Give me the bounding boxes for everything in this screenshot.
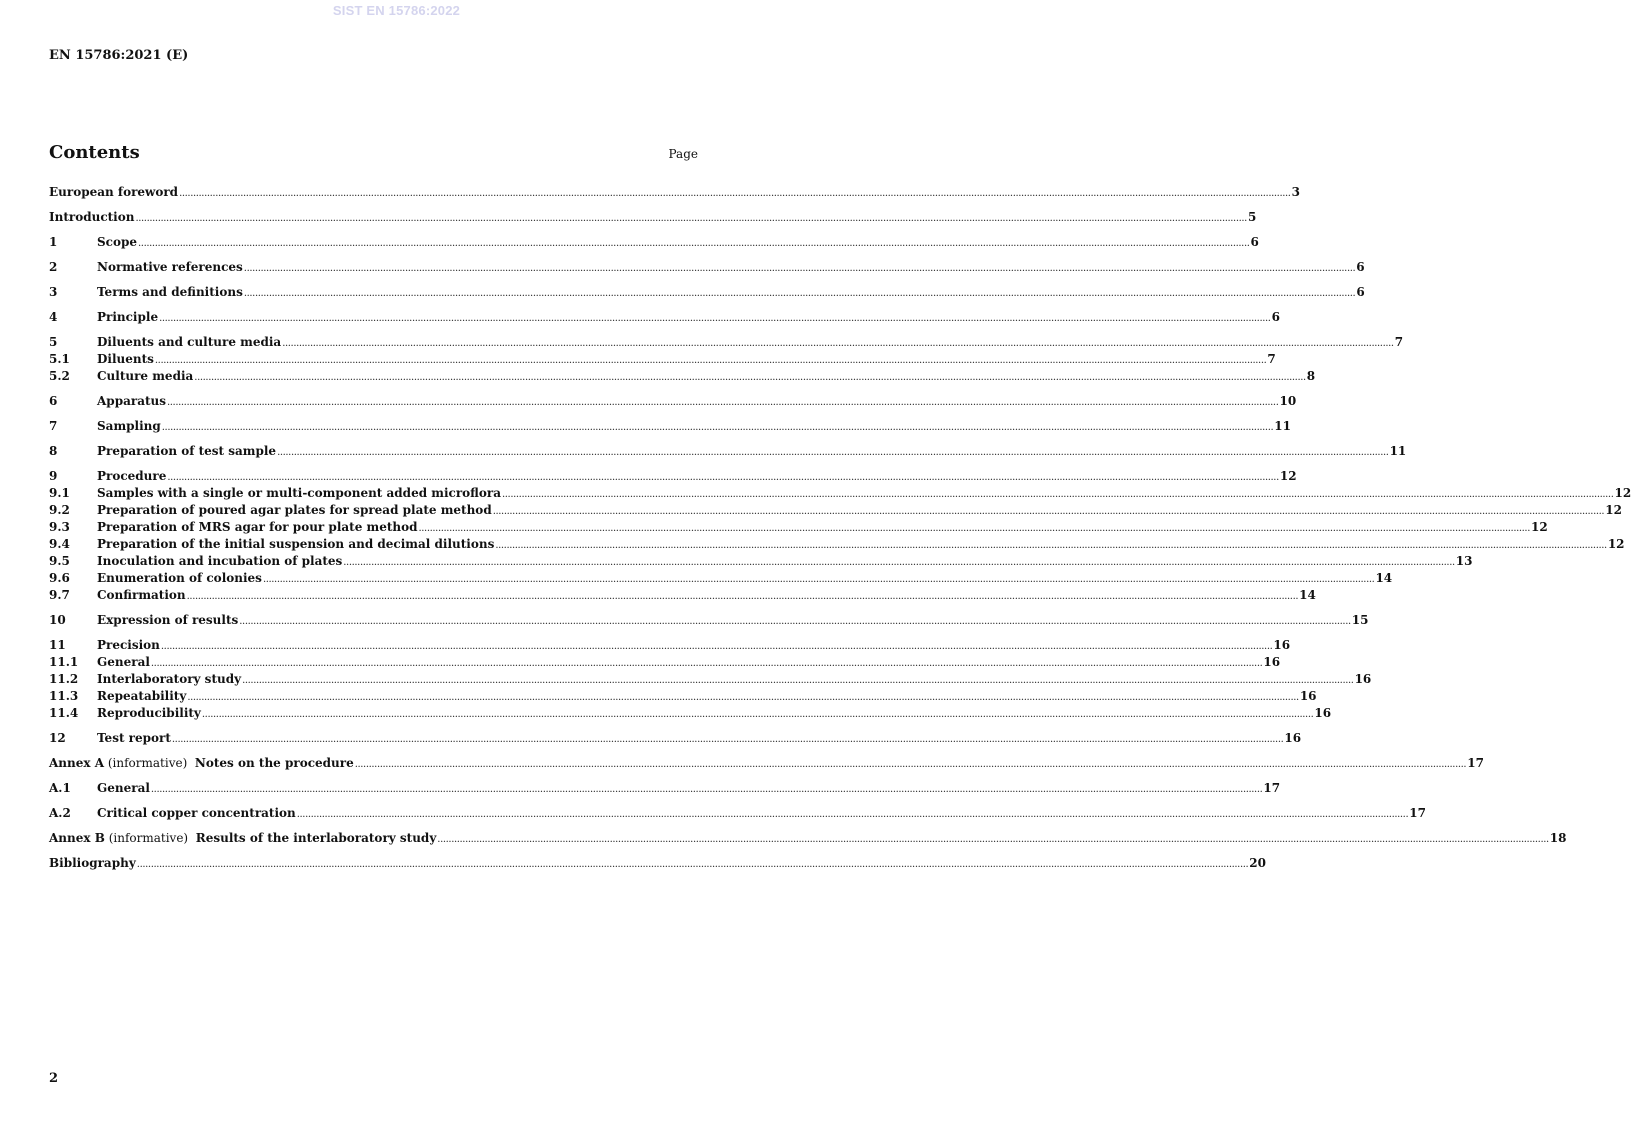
- toc-leader-dots: ................................................................................................................................................................................................................................................................................................................................................................................................................: [242, 675, 1354, 686]
- toc-leader-dots: ................................................................................................................................................................................................................................................................................................................................................................................................................: [194, 372, 1306, 383]
- toc-leader-dots: ................................................................................................................................................................................................................................................................................................................................................................................................................: [262, 574, 1375, 585]
- toc-entry-page: 15: [1351, 613, 1369, 627]
- toc-entry-title: Notes on the procedure: [194, 756, 354, 770]
- toc-leader-dots: ................................................................................................................................................................................................................................................................................................................................................................................................................: [495, 540, 1607, 551]
- toc-entry[interactable]: [49, 855, 1266, 872]
- toc-entry-number: 11.4: [49, 706, 79, 720]
- toc-entry[interactable]: [49, 209, 1257, 226]
- toc-entry-page: 11: [1274, 419, 1291, 433]
- toc-entry-annex-type: (informative): [104, 831, 196, 845]
- toc-leader-dots: ................................................................................................................................................................................................................................................................................................................................................................................................................: [179, 188, 1291, 199]
- toc-entry[interactable]: [49, 234, 1259, 251]
- toc-leader-dots: ................................................................................................................................................................................................................................................................................................................................................................................................................: [201, 709, 1314, 720]
- toc-entry[interactable]: [49, 536, 1625, 553]
- table-of-contents: [49, 184, 1631, 872]
- toc-entry[interactable]: [49, 570, 1393, 587]
- toc-entry-number: 11.1: [49, 655, 79, 669]
- toc-entry-page: 6: [1356, 285, 1365, 299]
- document-identifier: EN 15786:2021 (E): [49, 48, 189, 63]
- toc-entry-title: Confirmation: [97, 588, 186, 602]
- toc-leader-dots: ................................................................................................................................................................................................................................................................................................................................................................................................................: [150, 658, 1263, 669]
- toc-entry[interactable]: [49, 502, 1622, 519]
- toc-entry[interactable]: [49, 755, 1484, 772]
- toc-entry[interactable]: [49, 730, 1302, 747]
- toc-entry-title: Diluents: [97, 352, 154, 366]
- toc-entry-title: Inoculation and incubation of plates: [97, 554, 343, 568]
- toc-entry[interactable]: [49, 468, 1297, 485]
- toc-entry[interactable]: [49, 485, 1631, 502]
- toc-leader-dots: ................................................................................................................................................................................................................................................................................................................................................................................................................: [282, 338, 1394, 349]
- toc-entry-page: 12: [1607, 537, 1625, 551]
- toc-entry-page: 16: [1273, 638, 1291, 652]
- toc-entry-number: 5.1: [49, 352, 70, 366]
- toc-entry-page: 8: [1306, 369, 1316, 383]
- toc-entry-number: 8: [49, 444, 58, 458]
- toc-entry[interactable]: [49, 780, 1281, 797]
- toc-entry[interactable]: [49, 553, 1473, 570]
- toc-leader-dots: ................................................................................................................................................................................................................................................................................................................................................................................................................: [277, 447, 1389, 458]
- toc-entry-title: Interlaboratory study: [97, 672, 242, 686]
- toc-entry-number: 2: [49, 260, 58, 274]
- toc-entry-title: Preparation of the initial suspension and decimal dilutions: [97, 537, 495, 551]
- toc-entry-page: 13: [1455, 554, 1473, 568]
- toc-leader-dots: ................................................................................................................................................................................................................................................................................................................................................................................................................: [418, 523, 1530, 534]
- toc-entry[interactable]: [49, 654, 1281, 671]
- toc-entry-page: 11: [1389, 444, 1407, 458]
- toc-entry-title: Apparatus: [97, 394, 166, 408]
- toc-entry-number: 11.3: [49, 689, 79, 703]
- toc-leader-dots: ................................................................................................................................................................................................................................................................................................................................................................................................................: [186, 591, 1299, 602]
- toc-entry-page: 6: [1356, 260, 1365, 274]
- toc-entry-title: Samples with a single or multi-component added microflora: [97, 486, 501, 500]
- footer-page-number: 2: [49, 1071, 59, 1086]
- toc-entry-number: 11.2: [49, 672, 79, 686]
- toc-entry[interactable]: [49, 587, 1316, 604]
- toc-entry-title: Normative references: [97, 260, 243, 274]
- toc-leader-dots: ................................................................................................................................................................................................................................................................................................................................................................................................................: [160, 641, 1273, 652]
- toc-entry[interactable]: [49, 688, 1317, 705]
- toc-entry-page: 16: [1314, 706, 1332, 720]
- toc-entry-number: 11: [49, 638, 66, 652]
- toc-entry-page: 12: [1605, 503, 1622, 517]
- toc-leader-dots: ................................................................................................................................................................................................................................................................................................................................................................................................................: [187, 692, 1299, 703]
- toc-entry-lead: Annex A: [49, 756, 105, 770]
- toc-entry-number: 5: [49, 335, 58, 349]
- toc-entry-title: General: [97, 655, 150, 669]
- toc-entry-page: 6: [1271, 310, 1280, 324]
- toc-entry[interactable]: [49, 418, 1291, 435]
- toc-leader-dots: ................................................................................................................................................................................................................................................................................................................................................................................................................: [243, 263, 1356, 274]
- toc-entry[interactable]: [49, 637, 1291, 654]
- toc-entry-number: 9.2: [49, 503, 70, 517]
- page-column-heading: Page: [668, 147, 698, 161]
- toc-entry[interactable]: [49, 705, 1332, 722]
- toc-leader-dots: ................................................................................................................................................................................................................................................................................................................................................................................................................: [492, 506, 1605, 517]
- toc-leader-dots: ................................................................................................................................................................................................................................................................................................................................................................................................................: [136, 859, 1249, 870]
- toc-entry-page: 10: [1279, 394, 1297, 408]
- toc-entry-page: 16: [1299, 689, 1317, 703]
- toc-entry-number: 10: [49, 613, 66, 627]
- toc-entry-number: 9.3: [49, 520, 70, 534]
- toc-leader-dots: ................................................................................................................................................................................................................................................................................................................................................................................................................: [138, 238, 1250, 249]
- toc-leader-dots: ................................................................................................................................................................................................................................................................................................................................................................................................................: [161, 422, 1274, 433]
- toc-entry[interactable]: [49, 612, 1369, 629]
- toc-entry-title: Scope: [97, 235, 138, 249]
- toc-entry-page: 17: [1409, 806, 1426, 820]
- toc-entry-page: 14: [1299, 588, 1316, 602]
- toc-entry-title: Precision: [97, 638, 160, 652]
- contents-heading: Contents: [49, 142, 140, 163]
- toc-leader-dots: ................................................................................................................................................................................................................................................................................................................................................................................................................: [159, 313, 1271, 324]
- toc-entry-title: Diluents and culture media: [97, 335, 282, 349]
- watermark: SIST EN 15786:2022: [332, 3, 461, 18]
- toc-entry-annex-type: (informative): [104, 756, 195, 770]
- toc-entry-page: 17: [1263, 781, 1281, 795]
- toc-entry-page: 16: [1354, 672, 1372, 686]
- toc-entry[interactable]: [49, 351, 1276, 368]
- toc-leader-dots: ................................................................................................................................................................................................................................................................................................................................................................................................................: [354, 759, 1467, 770]
- toc-entry-number: 9.5: [49, 554, 70, 568]
- toc-entry[interactable]: [49, 830, 1567, 847]
- toc-entry[interactable]: [49, 284, 1365, 301]
- toc-entry-title: Enumeration of colonies: [97, 571, 262, 585]
- toc-entry-page: 20: [1249, 856, 1266, 870]
- toc-entry[interactable]: [49, 393, 1297, 410]
- toc-leader-dots: ................................................................................................................................................................................................................................................................................................................................................................................................................: [239, 616, 1351, 627]
- toc-leader-dots: ................................................................................................................................................................................................................................................................................................................................................................................................................: [135, 213, 1247, 224]
- toc-entry-page: 12: [1614, 486, 1631, 500]
- toc-leader-dots: ................................................................................................................................................................................................................................................................................................................................................................................................................: [343, 557, 1455, 568]
- toc-entry-page: 14: [1375, 571, 1393, 585]
- toc-entry-page: 6: [1250, 235, 1259, 249]
- toc-entry-number: 5.2: [49, 369, 70, 383]
- toc-entry-page: 18: [1549, 831, 1567, 845]
- toc-entry-lead: Introduction: [49, 210, 135, 224]
- toc-entry-page: 5: [1247, 210, 1257, 224]
- toc-leader-dots: ................................................................................................................................................................................................................................................................................................................................................................................................................: [296, 809, 1409, 820]
- toc-leader-dots: ................................................................................................................................................................................................................................................................................................................................................................................................................: [243, 288, 1356, 299]
- toc-entry-number: 9.4: [49, 537, 70, 551]
- toc-entry-number: 9: [49, 469, 58, 483]
- toc-entry[interactable]: [49, 309, 1280, 326]
- toc-entry-title: General: [97, 781, 150, 795]
- toc-entry-number: 6: [49, 394, 58, 408]
- toc-entry-page: 3: [1291, 185, 1300, 199]
- toc-entry[interactable]: [49, 805, 1426, 822]
- toc-entry-page: 16: [1284, 731, 1302, 745]
- toc-entry-title: Preparation of test sample: [97, 444, 277, 458]
- toc-leader-dots: ................................................................................................................................................................................................................................................................................................................................................................................................................: [154, 355, 1267, 366]
- toc-entry-number: 1: [49, 235, 58, 249]
- toc-entry-title: Procedure: [97, 469, 167, 483]
- toc-entry-number: A.2: [49, 806, 71, 820]
- toc-entry-title: Preparation of poured agar plates for spread plate method: [97, 503, 492, 517]
- toc-entry-number: 4: [49, 310, 58, 324]
- toc-entry[interactable]: [49, 671, 1372, 688]
- toc-entry-page: 17: [1467, 756, 1484, 770]
- toc-entry-page: 12: [1531, 520, 1548, 534]
- toc-entry-title: Preparation of MRS agar for pour plate method: [97, 520, 418, 534]
- toc-entry[interactable]: [49, 184, 1300, 201]
- toc-leader-dots: ................................................................................................................................................................................................................................................................................................................................................................................................................: [150, 784, 1263, 795]
- toc-entry-title: Sampling: [97, 419, 161, 433]
- toc-leader-dots: ................................................................................................................................................................................................................................................................................................................................................................................................................: [502, 489, 1614, 500]
- toc-entry-number: A.1: [49, 781, 71, 795]
- toc-leader-dots: ................................................................................................................................................................................................................................................................................................................................................................................................................: [437, 834, 1549, 845]
- toc-entry-title: Culture media: [97, 369, 194, 383]
- toc-entry-title: Critical copper concentration: [97, 806, 296, 820]
- toc-entry-number: 12: [49, 731, 66, 745]
- toc-entry-title: Results of the interlaboratory study: [195, 831, 437, 845]
- toc-entry-number: 7: [49, 419, 58, 433]
- toc-leader-dots: ................................................................................................................................................................................................................................................................................................................................................................................................................: [167, 397, 1279, 408]
- toc-entry[interactable]: [49, 259, 1365, 276]
- toc-entry[interactable]: [49, 519, 1548, 536]
- toc-entry-title: Reproducibility: [97, 706, 201, 720]
- toc-entry-title: Repeatability: [97, 689, 187, 703]
- toc-entry-number: 9.6: [49, 571, 70, 585]
- toc-entry-page: 7: [1394, 335, 1404, 349]
- toc-entry-title: Terms and definitions: [97, 285, 243, 299]
- toc-entry-page: 7: [1267, 352, 1276, 366]
- toc-entry-title: Expression of results: [97, 613, 239, 627]
- toc-entry-title: Test report: [97, 731, 171, 745]
- toc-entry-page: 16: [1263, 655, 1281, 669]
- toc-entry-lead: European foreword: [49, 185, 179, 199]
- toc-entry-page: 12: [1279, 469, 1297, 483]
- toc-entry-number: 9.7: [49, 588, 70, 602]
- toc-entry-number: 3: [49, 285, 58, 299]
- toc-entry-lead: Annex B: [49, 831, 105, 845]
- toc-entry-lead: Bibliography: [49, 856, 136, 870]
- toc-leader-dots: ................................................................................................................................................................................................................................................................................................................................................................................................................: [171, 734, 1284, 745]
- toc-entry-title: Principle: [97, 310, 159, 324]
- toc-entry[interactable]: [49, 334, 1404, 351]
- toc-leader-dots: ................................................................................................................................................................................................................................................................................................................................................................................................................: [167, 472, 1279, 483]
- toc-entry[interactable]: [49, 443, 1407, 460]
- toc-entry[interactable]: [49, 368, 1316, 385]
- toc-entry-number: 9.1: [49, 486, 70, 500]
